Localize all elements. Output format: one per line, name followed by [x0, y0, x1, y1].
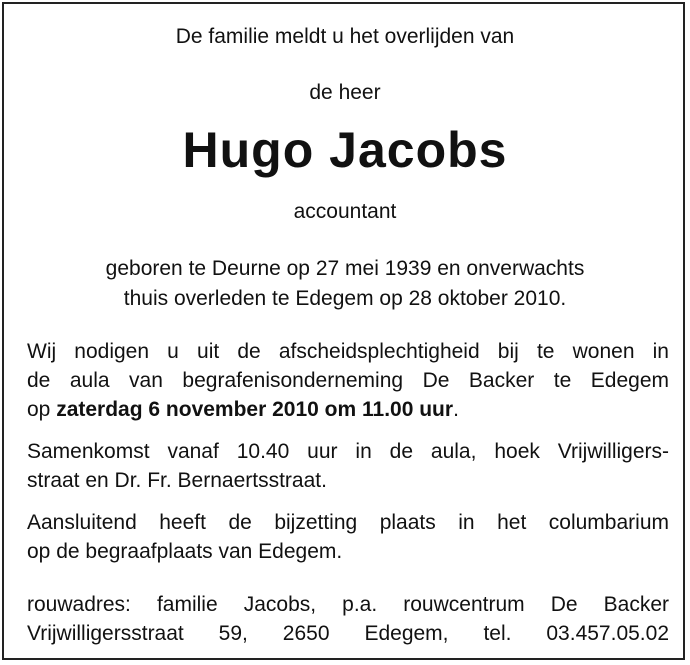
address-line-2: Vrijwilligersstraat 59, 2650 Edegem, tel. 03.457.05.02 — [27, 622, 669, 645]
ceremony-line-1: Wij nodigen u uit de afscheidsplechtigheid bij te wonen in — [27, 340, 669, 363]
profession-text: accountant — [293, 200, 397, 223]
birth-line-2: thuis overleden te Edegem op 28 oktober 2010. — [123, 287, 567, 310]
birth-line-1: geboren te Deurne op 27 mei 1939 en onverwachts — [105, 257, 585, 280]
ceremony-line-3 — [27, 395, 669, 424]
address-paragraph — [27, 590, 669, 648]
burial-paragraph — [27, 508, 669, 566]
ceremony-date: zaterdag 6 november 2010 om 11.00 uur — [56, 398, 454, 421]
address-line-1: rouwadres: familie Jacobs, p.a. rouwcentrum De Backer — [27, 593, 669, 616]
ceremony-paragraph — [27, 337, 669, 424]
meeting-paragraph — [27, 437, 669, 495]
deceased-name: Hugo Jacobs — [182, 122, 508, 178]
honorific-text: de heer — [309, 81, 381, 104]
ceremony-suffix: . — [453, 398, 459, 421]
burial-line-1: Aansluitend heeft de bijzetting plaats in het columbarium — [27, 511, 669, 534]
ceremony-prefix: op — [27, 398, 57, 421]
birth-death-info — [0, 254, 690, 314]
meeting-line-2: straat en Dr. Fr. Bernaertsstraat. — [27, 469, 327, 492]
ceremony-line-2: de aula van begrafenisonderneming De Backer te Edegem — [27, 369, 669, 392]
intro-text: De familie meldt u het overlijden van — [175, 25, 515, 48]
meeting-line-1: Samenkomst vanaf 10.40 uur in de aula, hoek Vrijwilligers- — [27, 440, 669, 463]
burial-line-2: op de begraafplaats van Edegem. — [27, 540, 343, 563]
